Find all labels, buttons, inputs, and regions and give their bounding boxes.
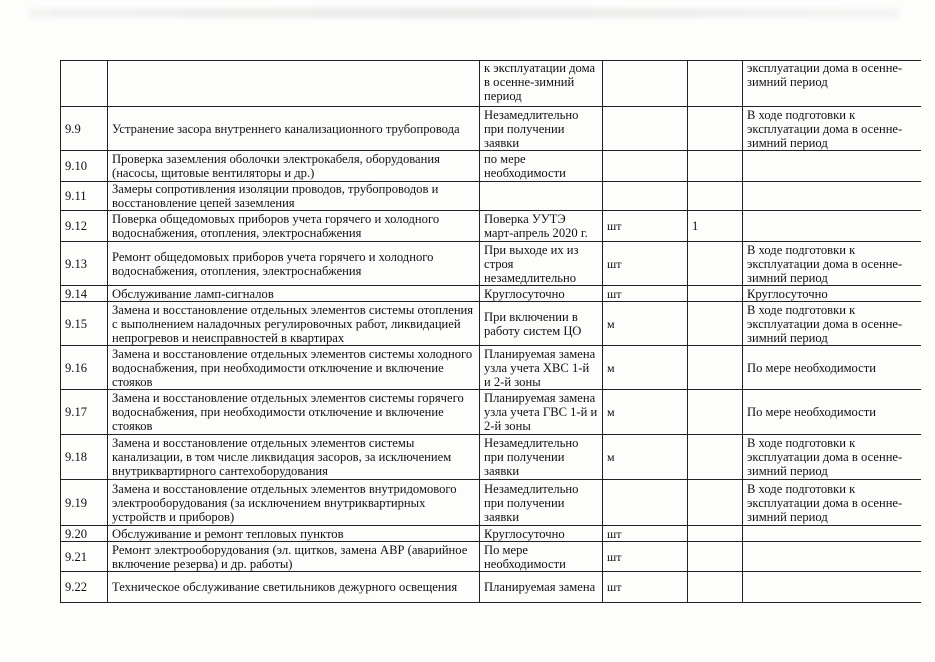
- row-number: 9.9: [61, 107, 108, 151]
- work-period: Планируемая замена: [480, 572, 603, 603]
- work-note: [743, 572, 921, 603]
- work-note: эксплуатации дома в осенне-зимний период: [743, 61, 921, 107]
- quantity: [688, 390, 743, 435]
- table-row: [61, 61, 921, 107]
- row-number: 9.22: [61, 572, 108, 603]
- row-number: 9.18: [61, 435, 108, 480]
- work-description: Обслуживание и ремонт тепловых пунктов: [108, 526, 480, 542]
- table-row: [61, 542, 921, 572]
- work-description: Замеры сопротивления изоляции проводов, трубопроводов и восстановление цепей заземления: [108, 182, 480, 211]
- table-row: [61, 572, 921, 603]
- quantity: [688, 346, 743, 390]
- work-note: [743, 211, 921, 242]
- work-note: [743, 182, 921, 211]
- work-period: Круглосуточно: [480, 286, 603, 302]
- row-number: 9.19: [61, 480, 108, 526]
- work-description: Обслуживание ламп-сигналов: [108, 286, 480, 302]
- work-period: Незамедлительно при получении заявки: [480, 480, 603, 526]
- work-note: В ходе подготовки к эксплуатации дома в осенне-зимний период: [743, 242, 921, 286]
- work-note: Круглосуточно: [743, 286, 921, 302]
- work-note: По мере необходимости: [743, 346, 921, 390]
- work-description: Техническое обслуживание светильников дежурного освещения: [108, 572, 480, 603]
- quantity: [688, 480, 743, 526]
- quantity: [688, 435, 743, 480]
- work-description: Замена и восстановление отдельных элементов системы горячего водоснабжения, при необходимости отключение и включение стояков: [108, 390, 480, 435]
- work-description: [108, 61, 480, 107]
- quantity: [688, 61, 743, 107]
- work-period: Поверка УУТЭ март-апрель 2020 г.: [480, 211, 603, 242]
- row-number: 9.21: [61, 542, 108, 572]
- work-period: Планируемая замена узла учета ХВС 1-й и 2-й зоны: [480, 346, 603, 390]
- work-description: Замена и восстановление отдельных элементов внутридомового электрооборудования (за исключением внутриквартирных устройств и приборов): [108, 480, 480, 526]
- unit-of-measure: шт: [603, 286, 688, 302]
- table-row: [61, 211, 921, 242]
- works-table-body: [61, 61, 921, 603]
- table-row: [61, 390, 921, 435]
- work-description: Ремонт общедомовых приборов учета горячего и холодного водоснабжения, отопления, электроснабжения: [108, 242, 480, 286]
- quantity: [688, 542, 743, 572]
- quantity: 1: [688, 211, 743, 242]
- work-description: Проверка заземления оболочки электрокабеля, оборудования (насосы, щитовые вентиляторы и др.): [108, 151, 480, 182]
- work-note: [743, 151, 921, 182]
- unit-of-measure: шт: [603, 242, 688, 286]
- unit-of-measure: шт: [603, 542, 688, 572]
- unit-of-measure: [603, 480, 688, 526]
- table-row: [61, 346, 921, 390]
- work-note: В ходе подготовки к эксплуатации дома в осенне-зимний период: [743, 302, 921, 346]
- unit-of-measure: [603, 107, 688, 151]
- work-period: Незамедлительно при получении заявки: [480, 435, 603, 480]
- table-row: [61, 107, 921, 151]
- works-table: [60, 60, 921, 603]
- row-number: 9.14: [61, 286, 108, 302]
- unit-of-measure: шт: [603, 211, 688, 242]
- work-description: Замена и восстановление отдельных элементов системы канализации, в том числе ликвидация засоров, за исключением внутриквартирного сантехоборудования: [108, 435, 480, 480]
- row-number: 9.13: [61, 242, 108, 286]
- quantity: [688, 242, 743, 286]
- work-period: При выходе их из строя незамедлительно: [480, 242, 603, 286]
- work-period: По мере необходимости: [480, 542, 603, 572]
- work-period: по мере необходимости: [480, 151, 603, 182]
- quantity: [688, 526, 743, 542]
- quantity: [688, 107, 743, 151]
- quantity: [688, 182, 743, 211]
- table-row: [61, 151, 921, 182]
- table-row: [61, 242, 921, 286]
- work-description: Замена и восстановление отдельных элементов системы отопления с выполнением наладочных регулировочных работ, ликвидацией непрогревов и неисправностей в квартирах: [108, 302, 480, 346]
- table-row: [61, 302, 921, 346]
- row-number: 9.10: [61, 151, 108, 182]
- quantity: [688, 302, 743, 346]
- work-description: Ремонт электрооборудования (эл. щитков, замена АВР (аварийное включение резерва) и др. работы): [108, 542, 480, 572]
- work-note: По мере необходимости: [743, 390, 921, 435]
- work-note: [743, 526, 921, 542]
- scan-header-smudge: [30, 8, 900, 18]
- unit-of-measure: м: [603, 302, 688, 346]
- quantity: [688, 286, 743, 302]
- work-description: Устранение засора внутреннего канализационного трубопровода: [108, 107, 480, 151]
- unit-of-measure: м: [603, 346, 688, 390]
- table-row: [61, 480, 921, 526]
- row-number: 9.12: [61, 211, 108, 242]
- quantity: [688, 151, 743, 182]
- unit-of-measure: [603, 151, 688, 182]
- work-description: Замена и восстановление отдельных элементов системы холодного водоснабжения, при необходимости отключение и включение стояков: [108, 346, 480, 390]
- unit-of-measure: шт: [603, 526, 688, 542]
- work-period: При включении в работу систем ЦО: [480, 302, 603, 346]
- row-number: 9.16: [61, 346, 108, 390]
- table-row: [61, 182, 921, 211]
- work-period: к эксплуатации дома в осенне-зимний период: [480, 61, 603, 107]
- unit-of-measure: м: [603, 435, 688, 480]
- unit-of-measure: [603, 61, 688, 107]
- row-number: [61, 61, 108, 107]
- work-note: В ходе подготовки к эксплуатации дома в осенне-зимний период: [743, 435, 921, 480]
- row-number: 9.17: [61, 390, 108, 435]
- work-period: [480, 182, 603, 211]
- work-note: В ходе подготовки к эксплуатации дома в осенне-зимний период: [743, 107, 921, 151]
- table-row: [61, 435, 921, 480]
- work-period: Круглосуточно: [480, 526, 603, 542]
- row-number: 9.20: [61, 526, 108, 542]
- table-row: [61, 526, 921, 542]
- work-note: [743, 542, 921, 572]
- work-description: Поверка общедомовых приборов учета горячего и холодного водоснабжения, отопления, электроснабжения: [108, 211, 480, 242]
- unit-of-measure: м: [603, 390, 688, 435]
- table-row: [61, 286, 921, 302]
- work-note: В ходе подготовки к эксплуатации дома в осенне-зимний период: [743, 480, 921, 526]
- row-number: 9.11: [61, 182, 108, 211]
- work-period: Планируемая замена узла учета ГВС 1-й и 2-й зоны: [480, 390, 603, 435]
- quantity: [688, 572, 743, 603]
- unit-of-measure: шт: [603, 572, 688, 603]
- unit-of-measure: [603, 182, 688, 211]
- work-period: Незамедлительно при получении заявки: [480, 107, 603, 151]
- row-number: 9.15: [61, 302, 108, 346]
